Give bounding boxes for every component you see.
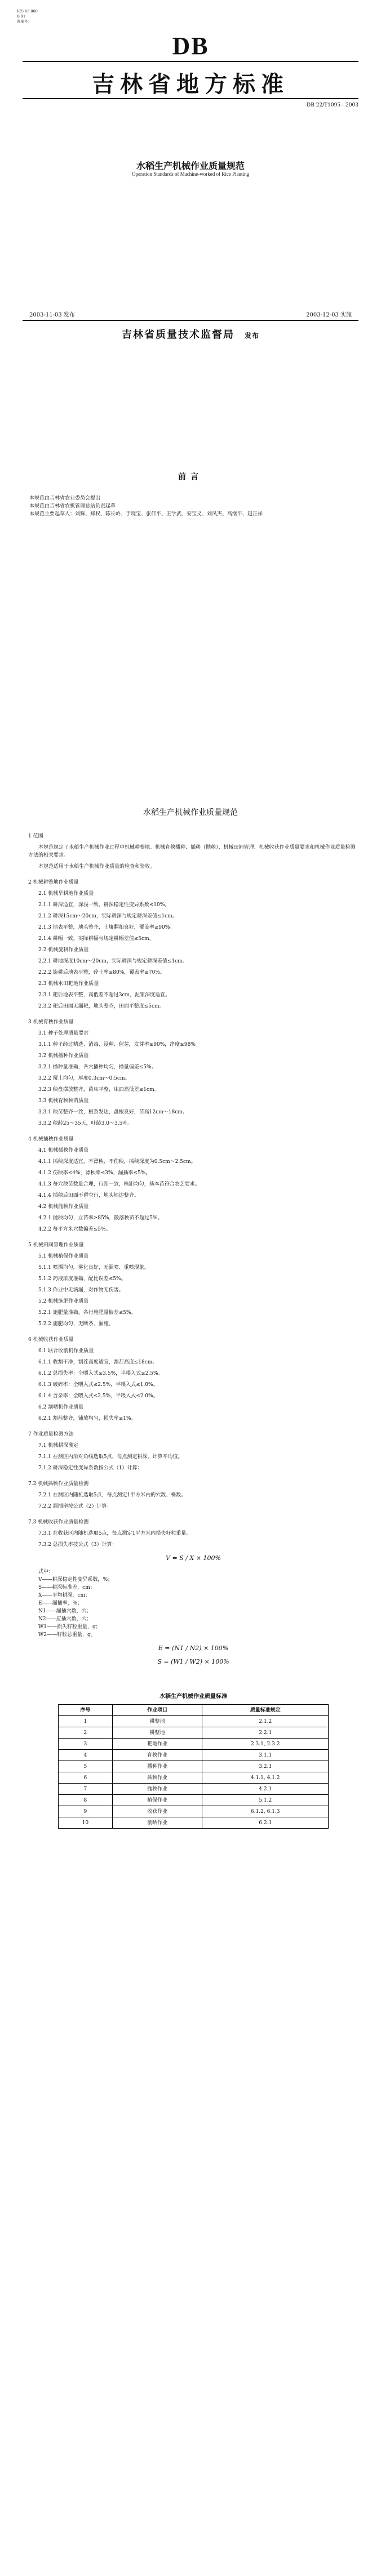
section-heading: 7 作业质量检测方法 — [28, 1432, 74, 1437]
section-paragraph: 3.1 种子处理质量要求 — [38, 1031, 89, 1036]
section-paragraph: 7.1.2 耕深稳定性变异系数按公式（1）计算： — [38, 1465, 143, 1471]
table-row — [59, 1727, 329, 1739]
section-paragraph: 4.2.2 每平方米穴数偏差≤5%。 — [38, 1227, 111, 1232]
table-cell: 6 — [59, 1772, 113, 1784]
table-row — [59, 1795, 329, 1806]
table-row — [59, 1750, 329, 1761]
section-paragraph: 3.3.1 秧苗整齐一致，根系发达，盘根良好，苗高12cm～18cm。 — [38, 1109, 188, 1115]
formula-note: N2——应插穴数，穴； — [38, 1616, 92, 1622]
table-cell: 收获作业 — [112, 1806, 202, 1817]
preface-line: 本规范主要起草人：刘辉、郑权、陈长岭、于晓宝、张伟平、王学武、安宝义、刘凤杰、高继平、赵正祥 — [29, 511, 263, 517]
table-row — [59, 1784, 329, 1795]
section-paragraph: 2.1.2 耕深15cm～20cm，实际耕深与规定耕深差值≤1cm。 — [38, 913, 178, 919]
table-cell: 6.2.1 — [202, 1817, 329, 1829]
section-paragraph: 2.2.2 旋耕后地表平整，碎土率≥80%，覆盖率≥70%。 — [38, 970, 165, 975]
table-cell: 育秧作业 — [112, 1750, 202, 1761]
category-code: B 91 — [17, 14, 26, 19]
table-cell: 割晒作业 — [112, 1817, 202, 1829]
section-paragraph: 2.3.1 耙后地表平整，高低差不超过3cm，泥浆深度适宜。 — [38, 992, 171, 998]
section-heading: 4 机械插秧作业质量 — [28, 1137, 74, 1142]
table-cell: 播种作业 — [112, 1761, 202, 1772]
section-paragraph: 2.2 机械旋耕作业质量 — [38, 947, 89, 953]
issuer — [0, 327, 381, 341]
section-heading: 7.2 机械插秧作业质量检测 — [28, 1481, 89, 1487]
preface-body — [29, 494, 356, 518]
standard-title: 吉林省地方标准 — [92, 71, 289, 97]
table-cell: 4.1.1, 4.1.2 — [202, 1772, 329, 1784]
table-row — [59, 1817, 329, 1829]
table-header-cell: 作业项目 — [112, 1705, 202, 1716]
table-header-cell: 序号 — [59, 1705, 113, 1716]
table-cell: 9 — [59, 1806, 113, 1817]
section-paragraph: 3.2 机械播种作业质量 — [38, 1053, 89, 1059]
table-row — [59, 1716, 329, 1727]
section-paragraph: 2.3 机械水田耙地作业质量 — [38, 981, 99, 987]
formula-note: S——耕深标准差，cm； — [38, 1585, 95, 1590]
section-paragraph: 7.2.1 在测区内随机选取5点，每点测定1平方米内的穴数、株数。 — [38, 1492, 187, 1498]
section-paragraph: 3.1.1 种子经过精选、消毒、浸种、催芽，发芽率≥90%，净度≥98%。 — [38, 1042, 201, 1048]
body-title: 水稻生产机械作业质量规范 — [143, 808, 238, 817]
section-paragraph: 本规范规定了水稻生产机械作业过程中机械耕整地、机械育秧播种、插秧（抛秧）、机械田间管理、机械收获作业质量要求和机械作业质量检测方法的相关要求。 — [28, 845, 356, 858]
formula-note: V——耕深稳定性变异系数，%； — [38, 1577, 113, 1583]
table-body — [59, 1716, 329, 1829]
section-paragraph: 2.1 机械旱耕地作业质量 — [38, 891, 94, 897]
section-paragraph: 6.1.1 收割干净，割茬高度适宜，割茬高度≤18cm。 — [38, 1360, 158, 1365]
formula-note: N1——漏插穴数，穴； — [38, 1608, 92, 1614]
preface-title: 前言 — [178, 473, 203, 482]
section-paragraph: 6.2 割晒机作业质量 — [38, 1405, 84, 1410]
cover-meta — [17, 9, 38, 24]
table-caption: 水稻生产机械作业质量标准 — [160, 1693, 227, 1700]
table-cell: 2.2.1 — [202, 1727, 329, 1739]
section-heading: 2 机械耕整地作业质量 — [28, 880, 79, 885]
section-paragraph: 2.2.1 耕地深度10cm～20cm，实际耕深与规定耕深差值≤1cm。 — [38, 959, 188, 964]
table-cell: 1 — [59, 1716, 113, 1727]
cover-rule-top — [23, 61, 358, 62]
table-header-row — [59, 1705, 329, 1716]
section-paragraph: 4.2 机械抛秧作业质量 — [38, 1204, 89, 1210]
table-cell: 插秧作业 — [112, 1772, 202, 1784]
table-cell: 3 — [59, 1739, 113, 1750]
body-content — [28, 825, 358, 1829]
section-paragraph: 2.3.2 耙后田面无漏耙，地头整齐，田面平整度≤5cm。 — [38, 1004, 165, 1009]
section-paragraph: 2.1.4 耕幅一致，实际耕幅与规定耕幅差值≤5cm。 — [38, 936, 154, 942]
section-paragraph: 4.1 机械插秧作业质量 — [38, 1148, 89, 1153]
section-heading: 3 机械育秧作业质量 — [28, 1019, 74, 1025]
db-mark: DB — [172, 32, 209, 60]
preface-line: 本规范由吉林省农机管理总站负责起草 — [29, 503, 116, 509]
formula-3: S = (W1 / W2) × 100% — [157, 1658, 229, 1665]
effective-date: 2003-12-03 实施 — [306, 312, 352, 318]
section-paragraph: 5.2 机械施肥作业质量 — [38, 1299, 89, 1304]
section-paragraph: 7.3.2 总损失率按公式（3）计算： — [38, 1542, 117, 1548]
formula-note: 式中： — [38, 1569, 54, 1575]
sections-container — [28, 832, 358, 1549]
section-paragraph: 5.1.2 药液浓度准确，配比误差≤5%。 — [38, 1276, 126, 1282]
table-cell: 3.2.1 — [202, 1761, 329, 1772]
table-cell: 抛秧作业 — [112, 1784, 202, 1795]
section-paragraph: 7.1 机械耕深测定 — [38, 1443, 79, 1449]
section-paragraph: 3.2.3 秧盘摆放整齐，苗床平整，床面高低差≤1cm。 — [38, 1087, 160, 1093]
table-cell: 8 — [59, 1795, 113, 1806]
table-row — [59, 1806, 329, 1817]
section-paragraph: 3.2.2 覆土均匀，厚度0.3cm～0.5cm。 — [38, 1076, 130, 1081]
issue-date: 2003-11-03 发布 — [29, 312, 75, 318]
publish-word: 发布 — [244, 332, 259, 340]
section-paragraph: 3.3.2 秧龄25～35天，叶龄3.0～3.5叶。 — [38, 1121, 133, 1126]
formula-2: E = (N1 / N2) × 100% — [158, 1644, 229, 1652]
table-header-cell: 质量标准规定 — [202, 1705, 329, 1716]
table-row — [59, 1761, 329, 1772]
section-paragraph: 7.2.2 漏插率按公式（2）计算： — [38, 1504, 112, 1509]
section-paragraph: 6.1.4 含杂率：全喂入式≤2.5%，半喂入式≤2.0%。 — [38, 1393, 158, 1399]
section-heading: 1 范围 — [28, 834, 43, 839]
spacer — [28, 1672, 358, 1687]
table-cell: 耕整地 — [112, 1716, 202, 1727]
section-paragraph: 本规范适用于水稻生产机械作业质量的检查和验收。 — [38, 864, 156, 870]
section-paragraph: 6.1.3 破碎率：全喂入式≤2.5%，半喂入式≤1.0%。 — [38, 1382, 158, 1388]
section-paragraph: 5.1 机械植保作业质量 — [38, 1254, 89, 1259]
table-cell: 2.3.1, 2.3.2 — [202, 1739, 329, 1750]
table-cell: 耕整地 — [112, 1727, 202, 1739]
section-paragraph: 5.1.3 作业中无滴漏，对作物无伤害。 — [38, 1287, 124, 1293]
quality-standard-table — [58, 1693, 329, 1829]
table-cell: 6.1.2, 6.1.3 — [202, 1806, 329, 1817]
section-paragraph: 5.2.1 施肥量准确，各行施肥量偏差≤5%。 — [38, 1310, 136, 1316]
section-paragraph: 7.1.1 在测区内沿对角线选取5点，每点测定耕深，计算平均值。 — [38, 1454, 183, 1460]
section-heading: 5 机械田间管理作业质量 — [28, 1242, 84, 1248]
table-cell: 2.1.2 — [202, 1716, 329, 1727]
table-cell: 5 — [59, 1761, 113, 1772]
formula-1: V = S / X × 100% — [166, 1554, 221, 1562]
section-heading: 7.3 机械收获作业质量检测 — [28, 1519, 89, 1525]
standard-number: DB 22/T1095—2003 — [307, 102, 358, 108]
document-title: 水稻生产机械作业质量规范 — [136, 161, 245, 171]
document-subtitle-en: Operation Standards of Machine-worked of Rice Planting — [132, 171, 249, 177]
section-paragraph: 2.1.1 耕深适宜，深浅一致，耕深稳定性变异系数≤10%。 — [38, 902, 170, 908]
table-cell: 植保作业 — [112, 1795, 202, 1806]
cover-rule-middle — [23, 98, 358, 99]
formula-notes — [28, 1568, 358, 1639]
table-row — [59, 1772, 329, 1784]
table-cell: 4 — [59, 1750, 113, 1761]
section-heading: 6 机械收获作业质量 — [28, 1337, 74, 1343]
section-paragraph: 4.1.1 插秧深度适宜，不漂秧、不伤秧，插秧深度为0.5cm～2.5cm。 — [38, 1159, 196, 1165]
section-paragraph: 2.1.3 地表平整，地头整齐，土壤翻扣良好，覆盖率≥90%。 — [38, 925, 175, 930]
section-paragraph: 4.1.2 伤秧率≤4%，漂秧率≤3%，漏插率≤5%。 — [38, 1170, 151, 1176]
table-cell: 10 — [59, 1817, 113, 1829]
issuer-name: 吉林省质量技术监督局 — [121, 329, 234, 341]
section-paragraph: 4.2.1 抛秧均匀，立苗率≥85%，散落秧苗不超过5%。 — [38, 1215, 163, 1221]
table-cell: 耙地作业 — [112, 1739, 202, 1750]
section-paragraph: 6.1 联合收割机作业质量 — [38, 1348, 94, 1354]
formula-note: E——漏插率，%； — [38, 1601, 83, 1606]
section-paragraph: 5.2.2 施肥均匀，无断条、漏施。 — [38, 1321, 114, 1327]
section-paragraph: 6.1.2 总损失率：全喂入式≤3.5%，半喂入式≤2.5%。 — [38, 1371, 163, 1376]
cover-rule-bottom — [23, 320, 358, 321]
section-paragraph: 4.1.4 插秧后田面不留空行，地头地边整齐。 — [38, 1193, 139, 1198]
section-paragraph: 5.1.1 喷洒均匀，雾化良好，无漏喷、重喷现象。 — [38, 1265, 149, 1271]
table-cell: 3.1.1 — [202, 1750, 329, 1761]
table-row — [59, 1739, 329, 1750]
table-cell: 5.1.2 — [202, 1795, 329, 1806]
table-cell: 4.2.1 — [202, 1784, 329, 1795]
section-paragraph: 3.3 机械育秧秧苗质量 — [38, 1098, 89, 1104]
table-cell: 2 — [59, 1727, 113, 1739]
formula-note: W1——损失籽粒重量，g； — [38, 1624, 101, 1630]
record-number: 备案号： — [17, 19, 32, 24]
preface-line: 本规范由吉林省农业委员会提出 — [29, 496, 101, 501]
formula-note: W2——籽粒总重量，g。 — [38, 1632, 96, 1638]
formula-note: X——平均耕深，cm； — [38, 1593, 90, 1598]
section-paragraph: 4.1.3 每穴秧苗数量合理，行距一致，株距均匀，基本苗符合农艺要求。 — [38, 1182, 200, 1187]
ics-code: ICS 65.060 — [17, 9, 38, 14]
section-paragraph: 7.3.1 在收获区内随机选取5点，每点测定1平方米内损失籽粒重量。 — [38, 1531, 192, 1536]
section-paragraph: 6.2.1 割茬整齐，铺放均匀，损失率≤1%。 — [38, 1416, 136, 1421]
section-paragraph: 3.2.1 播种量准确，各穴播种均匀，播量偏差≤5%。 — [38, 1064, 157, 1070]
table-cell: 7 — [59, 1784, 113, 1795]
